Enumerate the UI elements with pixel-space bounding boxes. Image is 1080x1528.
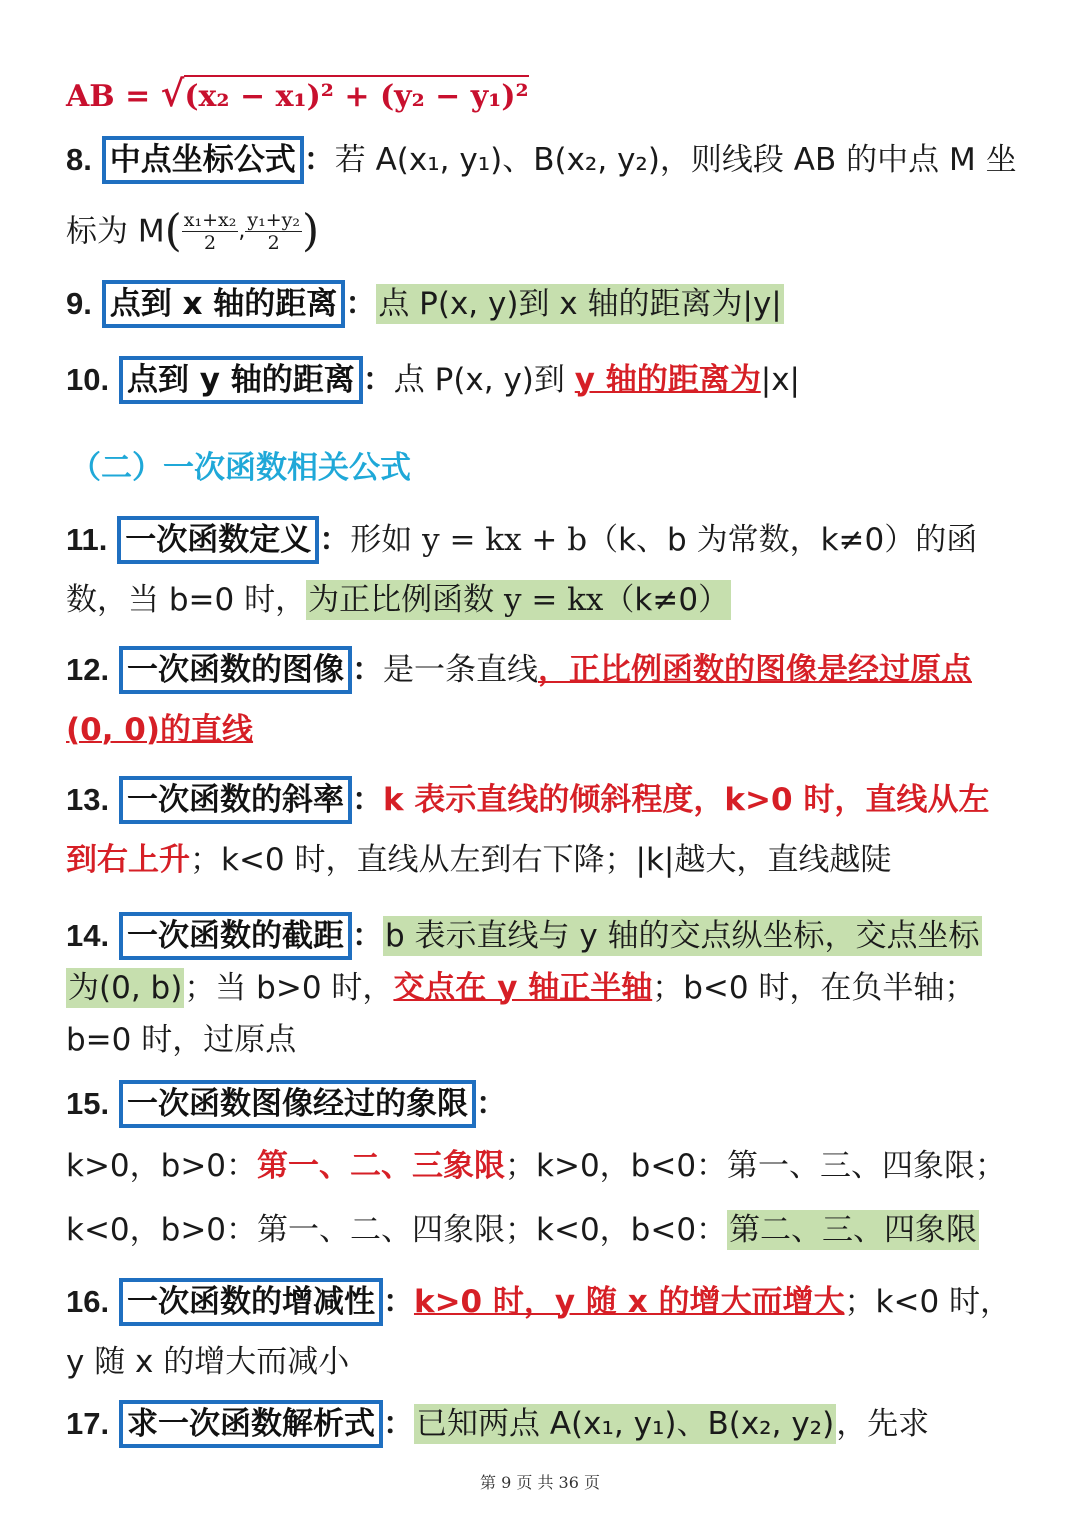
fraction-x bbox=[182, 209, 239, 254]
highlight-formula: y = kx bbox=[503, 582, 604, 618]
item-colon: ： bbox=[351, 652, 383, 687]
item-text: 形如 bbox=[350, 522, 423, 558]
item-text: b=0 时，过原点 bbox=[66, 1022, 297, 1058]
item-text: ，先求 bbox=[836, 1406, 930, 1442]
item-11-line-2 bbox=[66, 578, 1040, 622]
item-number: 10. bbox=[66, 362, 110, 397]
item-8-line-1 bbox=[66, 136, 1040, 184]
item-number: 8. bbox=[66, 142, 92, 177]
item-text: k>0，b>0： bbox=[66, 1148, 258, 1184]
item-red-text: k>0 时，y 随 x 的增大而增大 bbox=[413, 1284, 845, 1320]
item-colon: ： bbox=[319, 522, 351, 557]
item-text: ；当 b>0 时， bbox=[184, 970, 394, 1006]
item-number: 9. bbox=[66, 286, 92, 321]
formula-root-content: (x₂ − x₁)² + (y₂ − y₁)² bbox=[184, 75, 528, 114]
fraction-denominator: 2 bbox=[267, 232, 280, 254]
item-highlight: 点 P(x, y)到 x 轴的距离为|y| bbox=[378, 286, 782, 322]
item-number: 14. bbox=[66, 918, 110, 953]
item-red-text: ，正比例函数的图像是经过原点 bbox=[537, 652, 972, 688]
item-red-text: 交点在 y 轴正半轴 bbox=[393, 970, 653, 1006]
item-9 bbox=[66, 280, 1040, 328]
formula-lhs: AB bbox=[66, 79, 115, 114]
item-8-line-2 bbox=[66, 202, 1040, 260]
item-number: 15. bbox=[66, 1086, 110, 1121]
distance-formula bbox=[66, 72, 1040, 119]
item-text: ；k<0 时， bbox=[844, 1284, 1012, 1320]
item-17 bbox=[66, 1400, 1040, 1448]
item-13-line-1 bbox=[66, 776, 1040, 824]
item-colon: ： bbox=[382, 1284, 414, 1319]
fraction-y bbox=[245, 209, 302, 254]
section-heading: （二）一次函数相关公式 bbox=[70, 450, 411, 486]
item-highlight: 已知两点 A(x₁, y₁)、B(x₂, y₂) bbox=[415, 1406, 835, 1442]
item-colon: ： bbox=[362, 362, 394, 397]
item-12-line-1 bbox=[66, 646, 1040, 694]
item-highlight: 为(0, b) bbox=[68, 970, 183, 1006]
item-title: 中点坐标公式 bbox=[102, 136, 304, 184]
item-highlight: 第二、三、四象限 bbox=[729, 1212, 978, 1248]
item-text: ；k<0 时，直线从左到右下降；|k|越大，直线越陡 bbox=[190, 842, 892, 878]
item-colon: ： bbox=[351, 782, 383, 817]
item-text: ；k>0，b<0：第一、三、四象限； bbox=[505, 1148, 1007, 1184]
item-text: 是一条直线 bbox=[382, 652, 538, 688]
item-title: 一次函数的增减性 bbox=[119, 1278, 383, 1326]
item-red-text: (0, 0)的直线 bbox=[66, 712, 254, 748]
item-title: 一次函数定义 bbox=[117, 516, 319, 564]
item-title: 点到 x 轴的距离 bbox=[102, 280, 346, 328]
item-number: 13. bbox=[66, 782, 110, 817]
item-14-line-3 bbox=[66, 1018, 1040, 1062]
sqrt-icon: √ bbox=[160, 73, 185, 115]
left-paren: ( bbox=[164, 205, 182, 257]
item-number: 12. bbox=[66, 652, 110, 687]
item-red-text: y 轴的距离为 bbox=[574, 362, 761, 398]
right-paren: ) bbox=[302, 205, 320, 257]
item-14-line-1 bbox=[66, 912, 1040, 960]
item-red-text: 第一、二、三象限 bbox=[257, 1148, 506, 1184]
item-text: （k、b 为常数，k≠0）的函 bbox=[587, 522, 978, 558]
item-text: 点 P(x, y)到 bbox=[393, 362, 575, 398]
item-colon: ： bbox=[475, 1086, 507, 1121]
item-15-line-1 bbox=[66, 1080, 1040, 1128]
page-footer: 第 9 页 共 36 页 bbox=[480, 1473, 600, 1492]
item-colon: ： bbox=[382, 1406, 414, 1441]
item-15-line-2 bbox=[66, 1144, 1040, 1188]
item-red-text: 到右上升 bbox=[66, 842, 190, 878]
item-text: 若 A(x₁, y₁)、B(x₂, y₂)，则线段 AB 的中点 M 坐 bbox=[334, 142, 1017, 178]
item-red-text: k 表示直线的倾斜程度，k>0 时，直线从左 bbox=[382, 782, 990, 818]
formula-eq: = bbox=[114, 79, 161, 114]
item-16-line-1 bbox=[66, 1278, 1040, 1326]
item-title: 一次函数图像经过的象限 bbox=[119, 1080, 476, 1128]
item-colon: ： bbox=[345, 286, 377, 321]
item-title: 一次函数的斜率 bbox=[119, 776, 352, 824]
item-formula: y = kx + b bbox=[422, 522, 588, 558]
item-15-line-3 bbox=[66, 1208, 1040, 1252]
item-10 bbox=[66, 356, 1040, 404]
item-13-line-2 bbox=[66, 838, 1040, 882]
item-title: 点到 y 轴的距离 bbox=[119, 356, 363, 404]
item-11-line-1 bbox=[66, 516, 1040, 564]
item-number: 17. bbox=[66, 1406, 110, 1441]
fraction-denominator: 2 bbox=[204, 232, 217, 254]
item-tail: |x| bbox=[760, 362, 800, 398]
item-text: k<0，b>0：第一、二、四象限；k<0，b<0： bbox=[66, 1212, 728, 1248]
item-highlight: b 表示直线与 y 轴的交点纵坐标，交点坐标 bbox=[384, 918, 980, 954]
item-title: 求一次函数解析式 bbox=[119, 1400, 383, 1448]
highlight-text: （k≠0） bbox=[603, 582, 730, 618]
item-text: y 随 x 的增大而减小 bbox=[66, 1344, 350, 1380]
item-colon: ： bbox=[303, 142, 335, 177]
item-text: 数，当 b=0 时， bbox=[66, 582, 307, 618]
item-colon: ： bbox=[351, 918, 383, 953]
fraction-numerator: x₁+x₂ bbox=[183, 209, 237, 231]
fraction-comma: , bbox=[238, 218, 246, 244]
highlight-text: 为正比例函数 bbox=[308, 582, 504, 618]
item-highlight bbox=[306, 580, 731, 620]
fraction-numerator: y₁+y₂ bbox=[247, 209, 300, 231]
item-text: 标为 M bbox=[66, 213, 165, 250]
item-16-line-2 bbox=[66, 1340, 1040, 1384]
item-number: 11. bbox=[66, 522, 108, 557]
item-title: 一次函数的图像 bbox=[119, 646, 352, 694]
item-12-line-2 bbox=[66, 708, 1040, 752]
item-text: ；b<0 时，在负半轴； bbox=[652, 970, 976, 1006]
item-number: 16. bbox=[66, 1284, 110, 1319]
item-14-line-2 bbox=[66, 966, 1040, 1010]
item-title: 一次函数的截距 bbox=[119, 912, 352, 960]
